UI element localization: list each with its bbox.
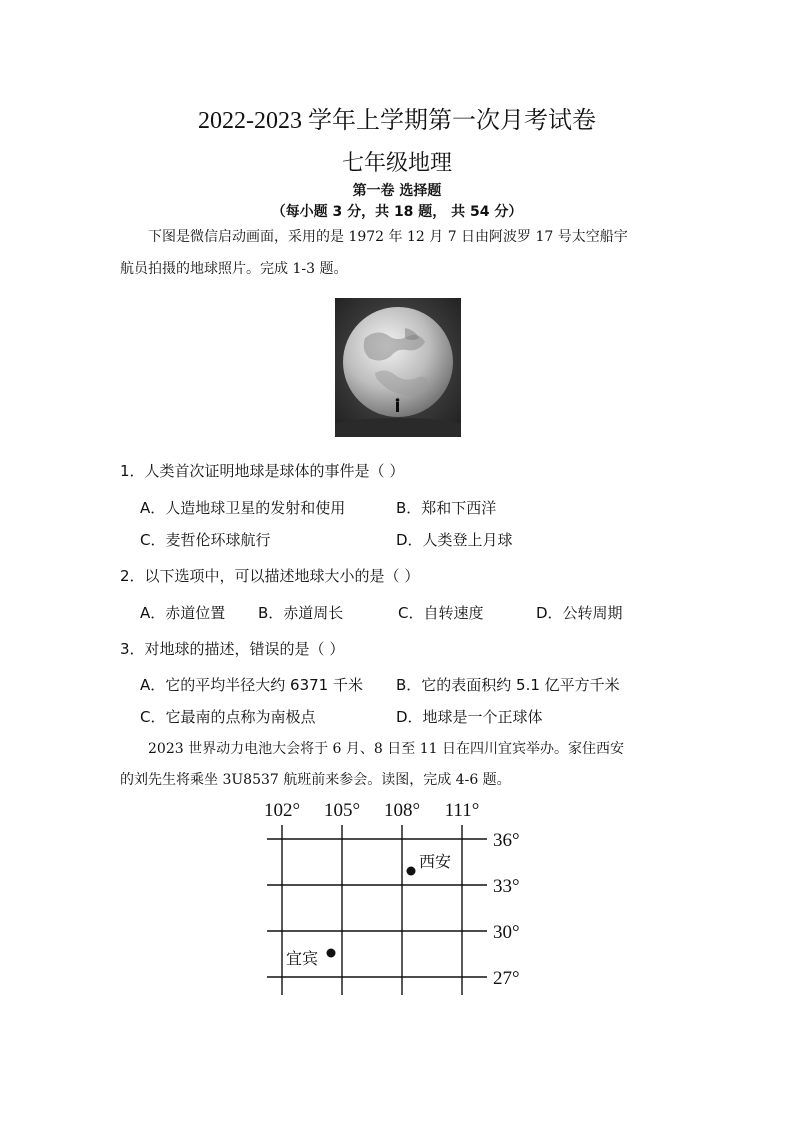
question-1-option-c: C．麦哲伦环球航行 — [140, 531, 271, 549]
passage-1-line-1: 下图是微信启动画面，采用的是 1972 年 12 月 7 日由阿波罗 17 号太空船宇 — [148, 229, 628, 245]
question-1-option-a: A．人造地球卫星的发射和使用 — [140, 499, 346, 517]
question-1-option-b: B．郑和下西洋 — [396, 499, 497, 517]
exam-title: 2022-2023 学年上学期第一次月考试卷 — [198, 108, 596, 134]
latitude-label-33: 33° — [493, 876, 520, 897]
scoring-note: （每小题 3 分，共 18 题， 共 54 分） — [271, 204, 523, 220]
question-3-option-d: D．地球是一个正球体 — [396, 708, 543, 726]
question-2-option-a: A．赤道位置 — [140, 604, 226, 622]
question-3-option-b: B．它的表面积约 5.1 亿平方千米 — [396, 676, 620, 694]
passage-2-line-1: 2023 世界动力电池大会将于 6 月、8 日至 11 日在四川宜宾举办。家住西安 — [148, 741, 624, 757]
passage-1-line-2: 航员拍摄的地球照片。完成 1-3 题。 — [120, 261, 348, 277]
latitude-label-27: 27° — [493, 968, 520, 989]
question-3-stem: 3．对地球的描述，错误的是（ ） — [120, 640, 345, 658]
section-heading: 第一卷 选择题 — [352, 183, 442, 199]
xian-city-dot — [407, 867, 416, 876]
question-2-option-b: B．赤道周长 — [258, 604, 344, 622]
passage-2-line-2: 的刘先生将乘坐 3U8537 航班前来参会。读图，完成 4-6 题。 — [120, 772, 511, 788]
earth-photo — [335, 298, 461, 437]
latitude-label-36: 36° — [493, 830, 520, 851]
lat-lon-grid-map — [255, 795, 525, 1000]
exam-subject: 七年级地理 — [341, 151, 452, 176]
question-3-option-a: A．它的平均半径大约 6371 千米 — [140, 676, 363, 694]
question-2-option-d: D．公转周期 — [536, 604, 623, 622]
longitude-label-102: 102° — [263, 800, 301, 821]
longitude-label-105: 105° — [323, 800, 361, 821]
yibin-city-dot — [327, 949, 336, 958]
question-1-stem: 1．人类首次证明地球是球体的事件是（ ） — [120, 462, 405, 480]
yibin-city-label: 宜宾 — [286, 949, 319, 968]
question-3-option-c: C．它最南的点称为南极点 — [140, 708, 316, 726]
question-2-option-c: C．自转速度 — [398, 604, 484, 622]
longitude-label-111: 111° — [444, 800, 480, 821]
question-2-stem: 2．以下选项中，可以描述地球大小的是（ ） — [120, 567, 420, 585]
question-1-option-d: D．人类登上月球 — [396, 531, 513, 549]
longitude-label-108: 108° — [383, 800, 421, 821]
latitude-label-30: 30° — [493, 922, 520, 943]
xian-city-label: 西安 — [419, 852, 452, 871]
